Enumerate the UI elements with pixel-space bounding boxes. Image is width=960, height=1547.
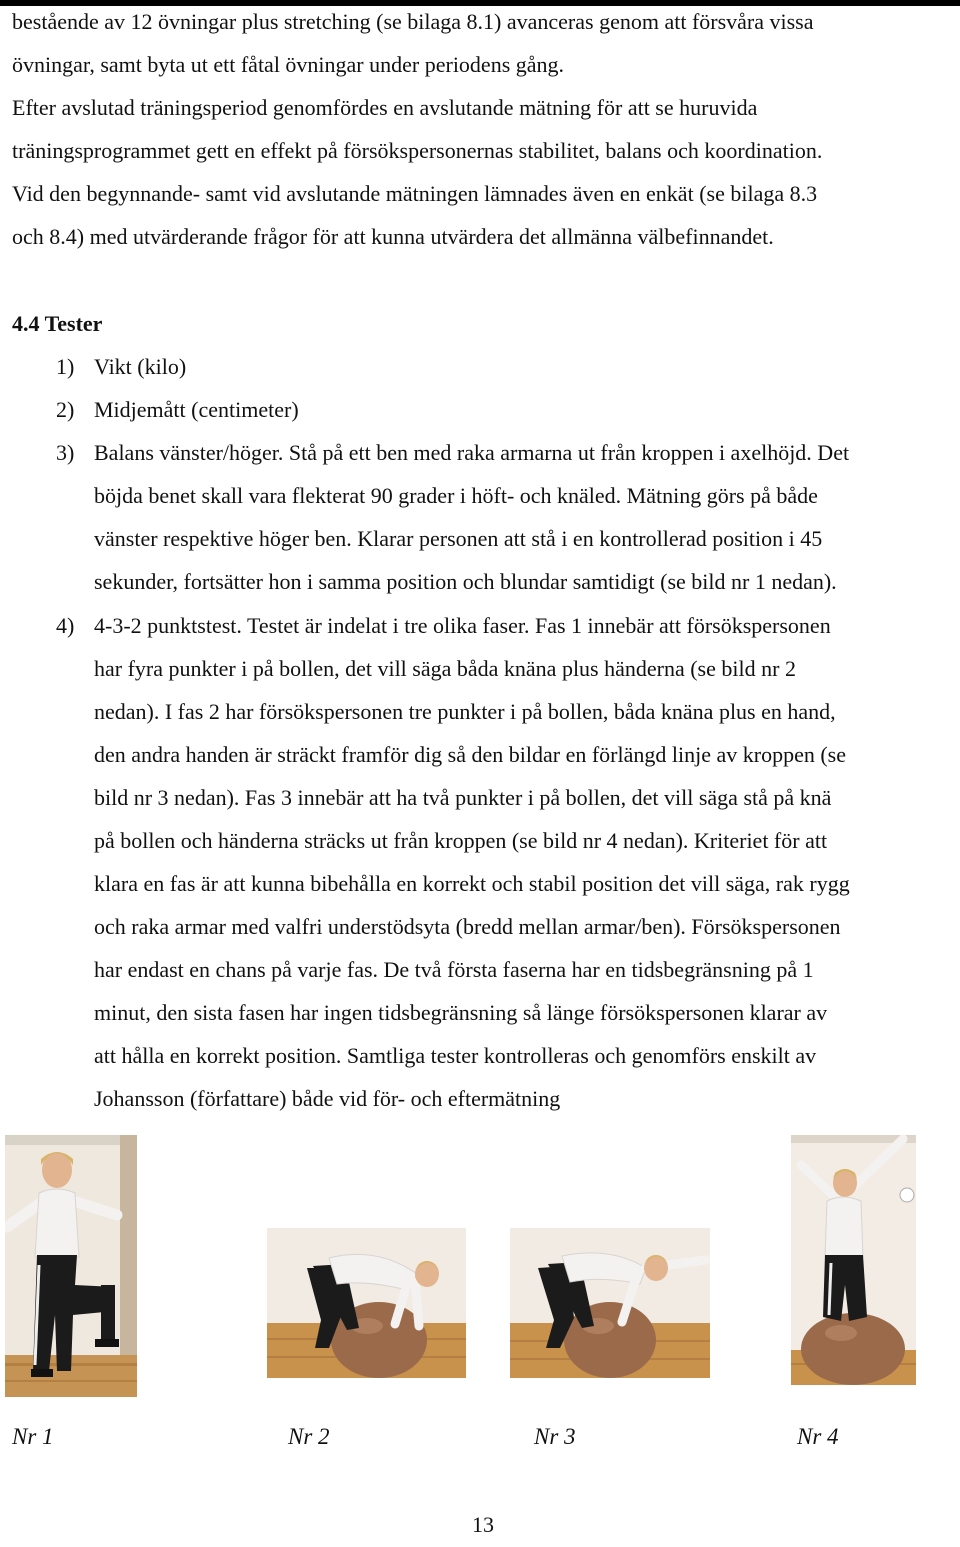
item-4-line: bild nr 3 nedan). Fas 3 innebär att ha två punkter i på bollen, det vill säga stå på knä [94, 785, 832, 810]
caption-nr-3: Nr 3 [534, 1424, 576, 1449]
item-4-line: och raka armar med valfri understödsyta (bredd mellan armar/ben). Försökspersonen [94, 914, 841, 939]
item-4-line: klara en fas är att kunna bibehålla en korrekt och stabil position det vill säga, rak rygg [94, 871, 850, 896]
item-4-line: minut, den sista fasen har ingen tidsbegränsning så länge försökspersonen klarar av [94, 1000, 828, 1025]
intro-line-5: Vid den begynnande- samt vid avslutande mätningen lämnades även en enkät (se bilaga 8.3 [12, 181, 818, 206]
item-4-line: att hålla en korrekt position. Samtliga tester kontrolleras och genomförs enskilt av [94, 1043, 817, 1068]
item-4-line: på bollen och händerna sträcks ut från kroppen (se bild nr 4 nedan). Kriteriet för att [94, 828, 828, 853]
item-3-line: vänster respektive höger ben. Klarar personen att stå i en kontrollerad position i 45 [94, 526, 823, 551]
item-1-text: Vikt (kilo) [94, 354, 187, 379]
photo-three-points-on-ball [510, 1228, 710, 1378]
caption-nr-2: Nr 2 [288, 1424, 330, 1449]
item-4-line: Johansson (författare) både vid för- och eftermätning [94, 1086, 561, 1111]
item-3-line: sekunder, fortsätter hon i samma position och blundar samtidigt (se bild nr 1 nedan). [94, 569, 837, 594]
photo-four-points-on-ball [267, 1228, 466, 1378]
page-number: 13 [472, 1512, 494, 1537]
item-4-line: har fyra punkter i på bollen, det vill säga båda knäna plus händerna (se bild nr 2 [94, 656, 796, 681]
item-4-line: den andra handen är sträckt framför dig så den bildar en förlängd linje av kroppen (se [94, 742, 846, 767]
caption-nr-4: Nr 4 [797, 1424, 839, 1449]
item-4-line: har endast en chans på varje fas. De två första faserna har en tidsbegränsning på 1 [94, 957, 814, 982]
intro-line-2: övningar, samt byta ut ett fåtal övningar under periodens gång. [12, 52, 565, 77]
item-3-line: böjda benet skall vara flekterat 90 grader i höft- och knäled. Mätning görs på både [94, 483, 818, 508]
item-2-number: 2) [56, 397, 75, 422]
item-1-number: 1) [56, 354, 75, 379]
item-4-line: nedan). I fas 2 har försökspersonen tre punkter i på bollen, båda knäna plus en hand, [94, 699, 836, 724]
intro-line-4: träningsprogrammet gett en effekt på försökspersonernas stabilitet, balans och koordination. [12, 138, 823, 163]
intro-line-6: och 8.4) med utvärderande frågor för att kunna utvärdera det allmänna välbefinnandet. [12, 224, 774, 249]
photo-kneeling-on-ball [791, 1135, 916, 1385]
item-4-line: 4-3-2 punktstest. Testet är indelat i tre olika faser. Fas 1 innebär att försökspersonen [94, 613, 831, 638]
item-2-text: Midjemått (centimeter) [94, 397, 299, 422]
section-heading: 4.4 Tester [12, 311, 103, 336]
item-3-number: 3) [56, 440, 75, 465]
caption-nr-1: Nr 1 [12, 1424, 54, 1449]
photo-balance-one-leg [5, 1135, 137, 1397]
top-rule [0, 0, 960, 6]
item-4-number: 4) [56, 613, 75, 638]
item-3-line: Balans vänster/höger. Stå på ett ben med raka armarna ut från kroppen i axelhöjd. Det [94, 440, 850, 465]
intro-line-3: Efter avslutad träningsperiod genomfördes en avslutande mätning för att se huruvida [12, 95, 758, 120]
intro-line-1: bestående av 12 övningar plus stretching (se bilaga 8.1) avanceras genom att försvåra vissa [12, 9, 814, 34]
